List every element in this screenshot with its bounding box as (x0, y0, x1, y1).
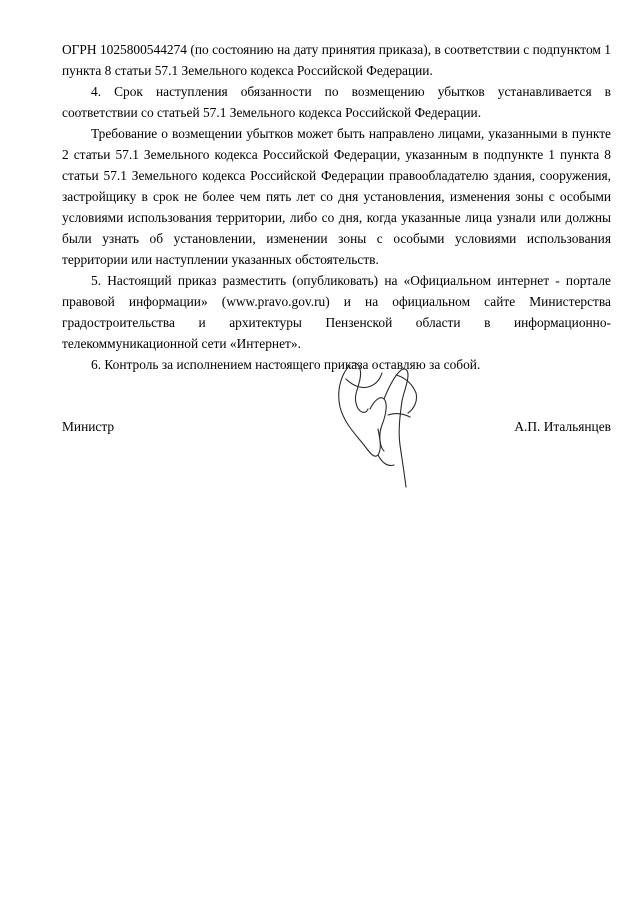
document-body (62, 39, 611, 375)
paragraph-item-4: 4. Срок наступления обязанности по возмещению убытков устанавливается в соответствии со статьей 57.1 Земельного кодекса Российской Федерации. (62, 84, 611, 120)
paragraph-ogrn: ОГРН 1025800544274 (по состоянию на дату принятия приказа), в соответствии с подпунктом 1 пункта 8 статьи 57.1 Земельного кодекса Российской Федерации. (62, 42, 611, 78)
paragraph-item-6: 6. Контроль за исполнением настоящего приказа оставляю за собой. (91, 357, 481, 372)
paragraph-damages-claim: Требование о возмещении убытков может быть направлено лицами, указанными в пункте 2 статьи 57.1 Земельного кодекса Российской Федерации, указанным в подпункте 1 пункта 8 статьи 57.1 Земельного кодекса Российской Федерации правообладателю здания, сооружения, застройщику в срок не более чем пять лет со дня установления, изменения зоны с особыми условиями использования территории, либо со дня, когда указанные лица узнали или должны были узнать об установлении, изменении зоны с особыми условиями использования территории или наступлении указанных обстоятельств. (62, 126, 611, 267)
signer-name: А.П. Итальянцев (514, 419, 611, 434)
signer-title: Министр (62, 419, 115, 434)
signature-block (62, 416, 611, 438)
paragraph-item-5: 5. Настоящий приказ разместить (опубликовать) на «Официальном интернет - портале правовой информации» (www.pravo.gov.ru) и на официальном сайте Министерства градостроительства и архитектуры Пензенской области в информационно-телекоммуникационной сети «Интернет». (62, 273, 611, 351)
